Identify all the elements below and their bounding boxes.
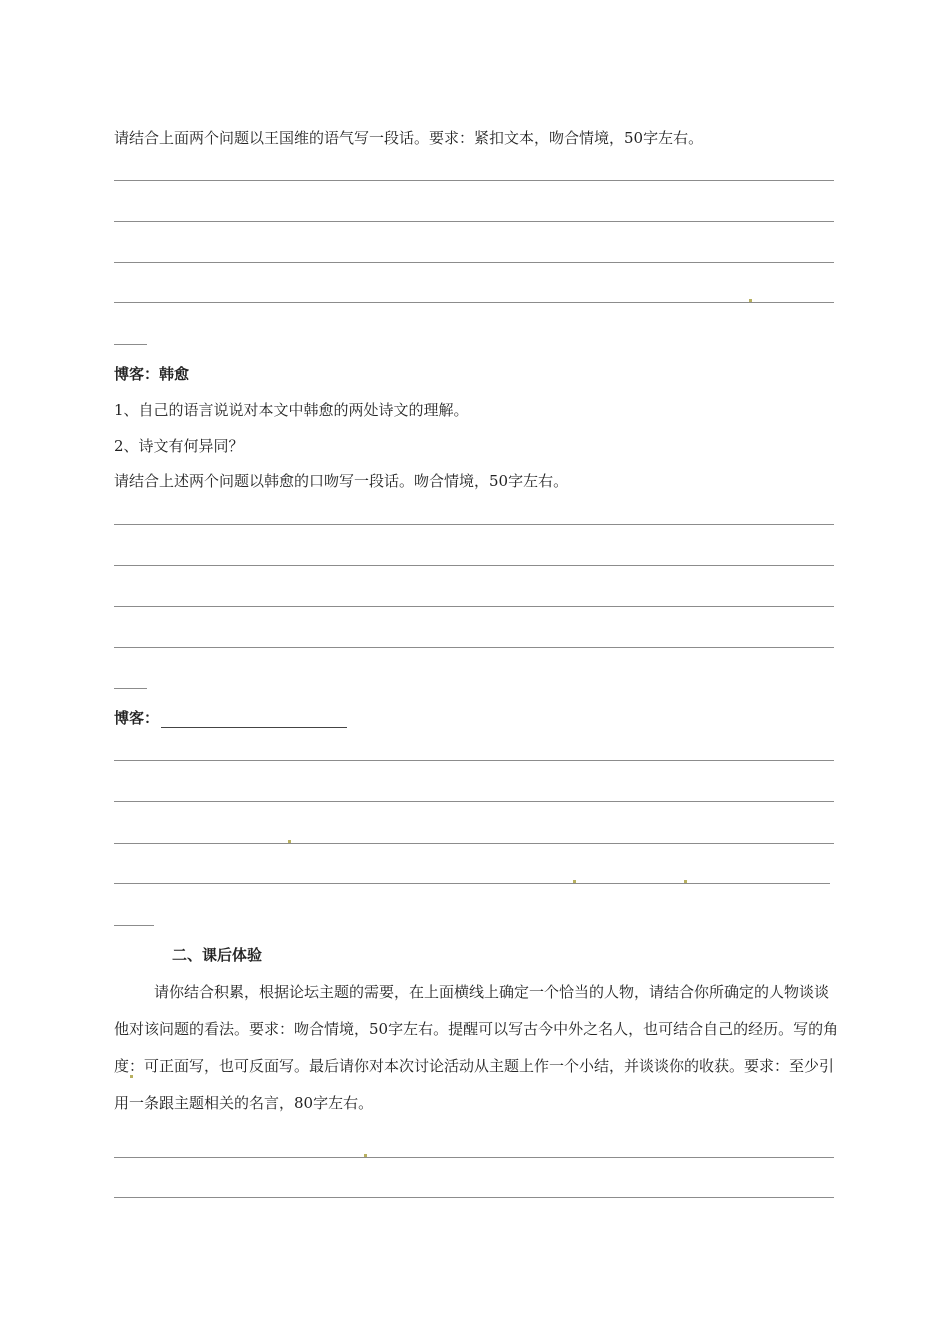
- speck-mark: [364, 1154, 367, 1157]
- answer-line[interactable]: [114, 302, 834, 303]
- answer-line-tail: [114, 344, 147, 345]
- question-1: 1、自己的语言说说对本文中韩愈的两处诗文的理解。: [114, 401, 469, 419]
- section-heading: 二、课后体验: [172, 946, 263, 964]
- answer-line[interactable]: [114, 801, 834, 802]
- answer-line[interactable]: [114, 843, 834, 844]
- answer-line[interactable]: [114, 221, 834, 222]
- instruction-paragraph: [114, 974, 839, 1122]
- question-2: 2、诗文有何异同？: [114, 437, 244, 455]
- instruction-text: 请你结合积累，根据论坛主题的需要，在上面横线上确定一个恰当的人物，请结合你所确定的人物谈谈他对该问题的看法。要求：吻合情境，50字左右。提醒可以写古今中外之名人，也可结合自己的经历。写的角度：可正面写，也可反面写。最后请你对本次讨论活动从主题上作一个小结，并谈谈你的收获。要求：至少引用一条跟主题相关的名言，80字左右。: [114, 983, 839, 1112]
- blog-label: 博客：: [114, 709, 160, 727]
- speck-mark: [749, 299, 752, 302]
- answer-line[interactable]: [114, 1197, 834, 1198]
- answer-line[interactable]: [114, 647, 834, 648]
- speck-mark: [684, 880, 687, 883]
- hanyu-prompt: 请结合上述两个问题以韩愈的口吻写一段话。吻合情境，50字左右。: [114, 472, 569, 490]
- person-name-blank[interactable]: [161, 711, 347, 728]
- blog-title-hanyu: 博客：韩愈: [114, 365, 190, 383]
- wang-prompt: 请结合上面两个问题以王国维的语气写一段话。要求：紧扣文本，吻合情境，50字左右。: [114, 129, 704, 147]
- speck-mark: [130, 1075, 133, 1078]
- answer-line[interactable]: [114, 1157, 834, 1158]
- answer-line[interactable]: [114, 606, 834, 607]
- answer-line[interactable]: [114, 760, 834, 761]
- blog-title-blank: [114, 708, 347, 728]
- answer-line[interactable]: [114, 883, 830, 884]
- speck-mark: [288, 840, 291, 843]
- answer-line-tail: [114, 925, 154, 926]
- speck-mark: [573, 880, 576, 883]
- answer-line[interactable]: [114, 180, 834, 181]
- answer-line[interactable]: [114, 524, 834, 525]
- answer-line[interactable]: [114, 565, 834, 566]
- answer-line-tail: [114, 688, 147, 689]
- answer-line[interactable]: [114, 262, 834, 263]
